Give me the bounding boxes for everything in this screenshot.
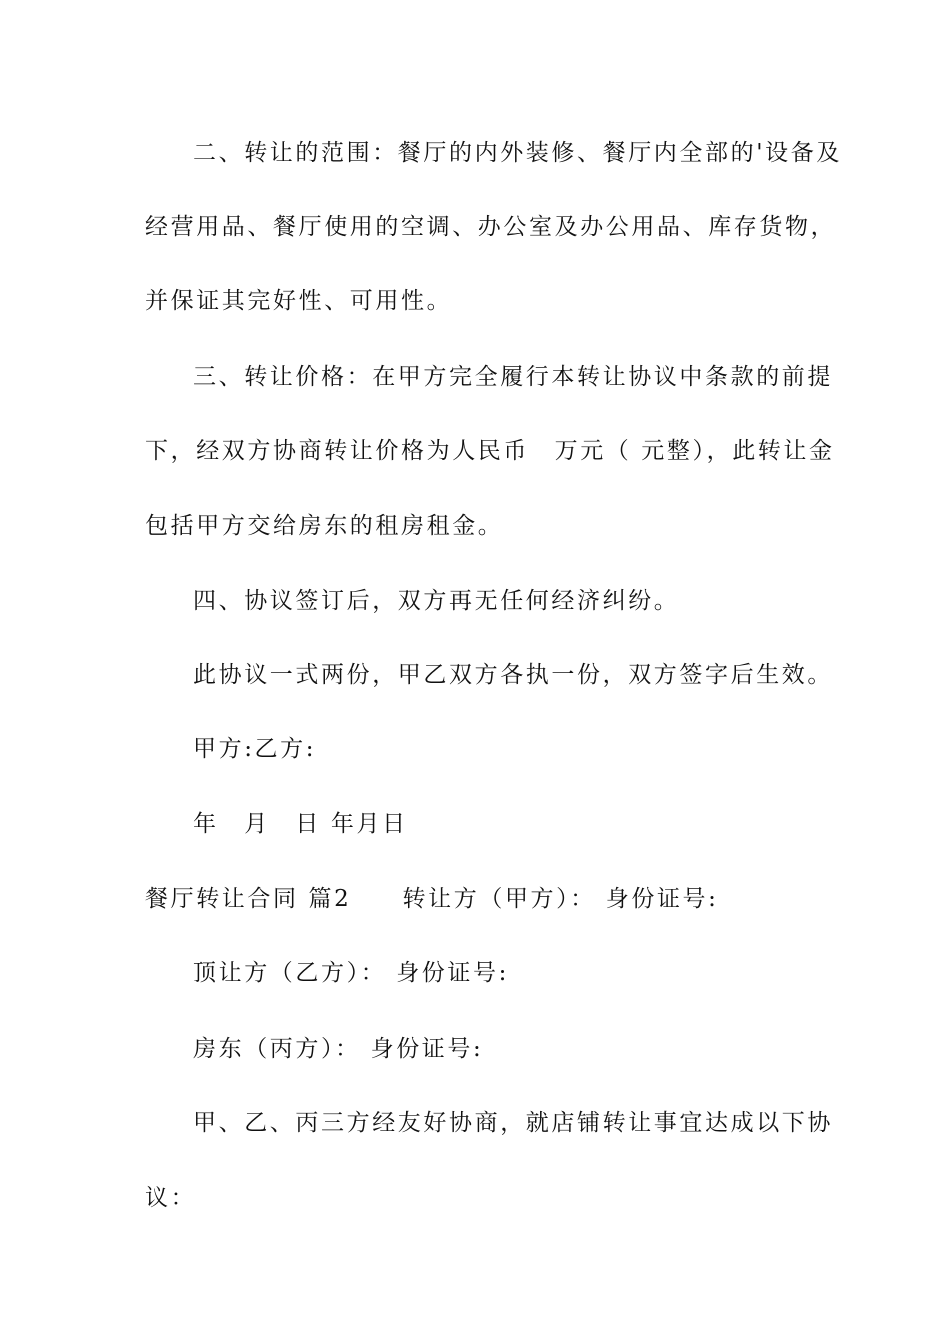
clause-2-line-1: 二、转让的范围：餐厅的内外装修、餐厅内全部的'设备及 (193, 140, 842, 166)
clause-3-line-1: 三、转让价格：在甲方完全履行本转让协议中条款的前提 (193, 364, 833, 390)
copies-line: 此协议一式两份，甲乙双方各执一份，双方签字后生效。 (193, 662, 833, 688)
clause-4-line: 四、协议签订后，双方再无任何经济纠纷。 (193, 588, 680, 614)
clause-2-line-3: 并保证其完好性、可用性。 (145, 288, 453, 314)
party-b-line: 顶让方（乙方）： 身份证号: (193, 960, 509, 986)
parties-signature-line: 甲方:乙方: (193, 736, 317, 762)
party-c-line: 房东（丙方）： 身份证号: (193, 1036, 484, 1062)
date-line: 年 月 日 年月日 (193, 811, 408, 837)
clause-3-line-2: 下，经双方协商转让价格为人民币 万元（ 元整），此转让金 (145, 438, 835, 464)
agreement-intro-line-2: 议： (145, 1185, 197, 1211)
clause-3-line-3: 包括甲方交给房东的租房租金。 (145, 513, 504, 539)
contract-2-heading-line: 餐厅转让合同 篇2 转让方（甲方）： 身份证号: (145, 886, 719, 912)
clause-2-line-2: 经营用品、餐厅使用的空调、办公室及办公用品、库存货物， (145, 214, 837, 240)
agreement-intro-line-1: 甲、乙、丙三方经友好协商，就店铺转让事宜达成以下协 (193, 1110, 833, 1136)
